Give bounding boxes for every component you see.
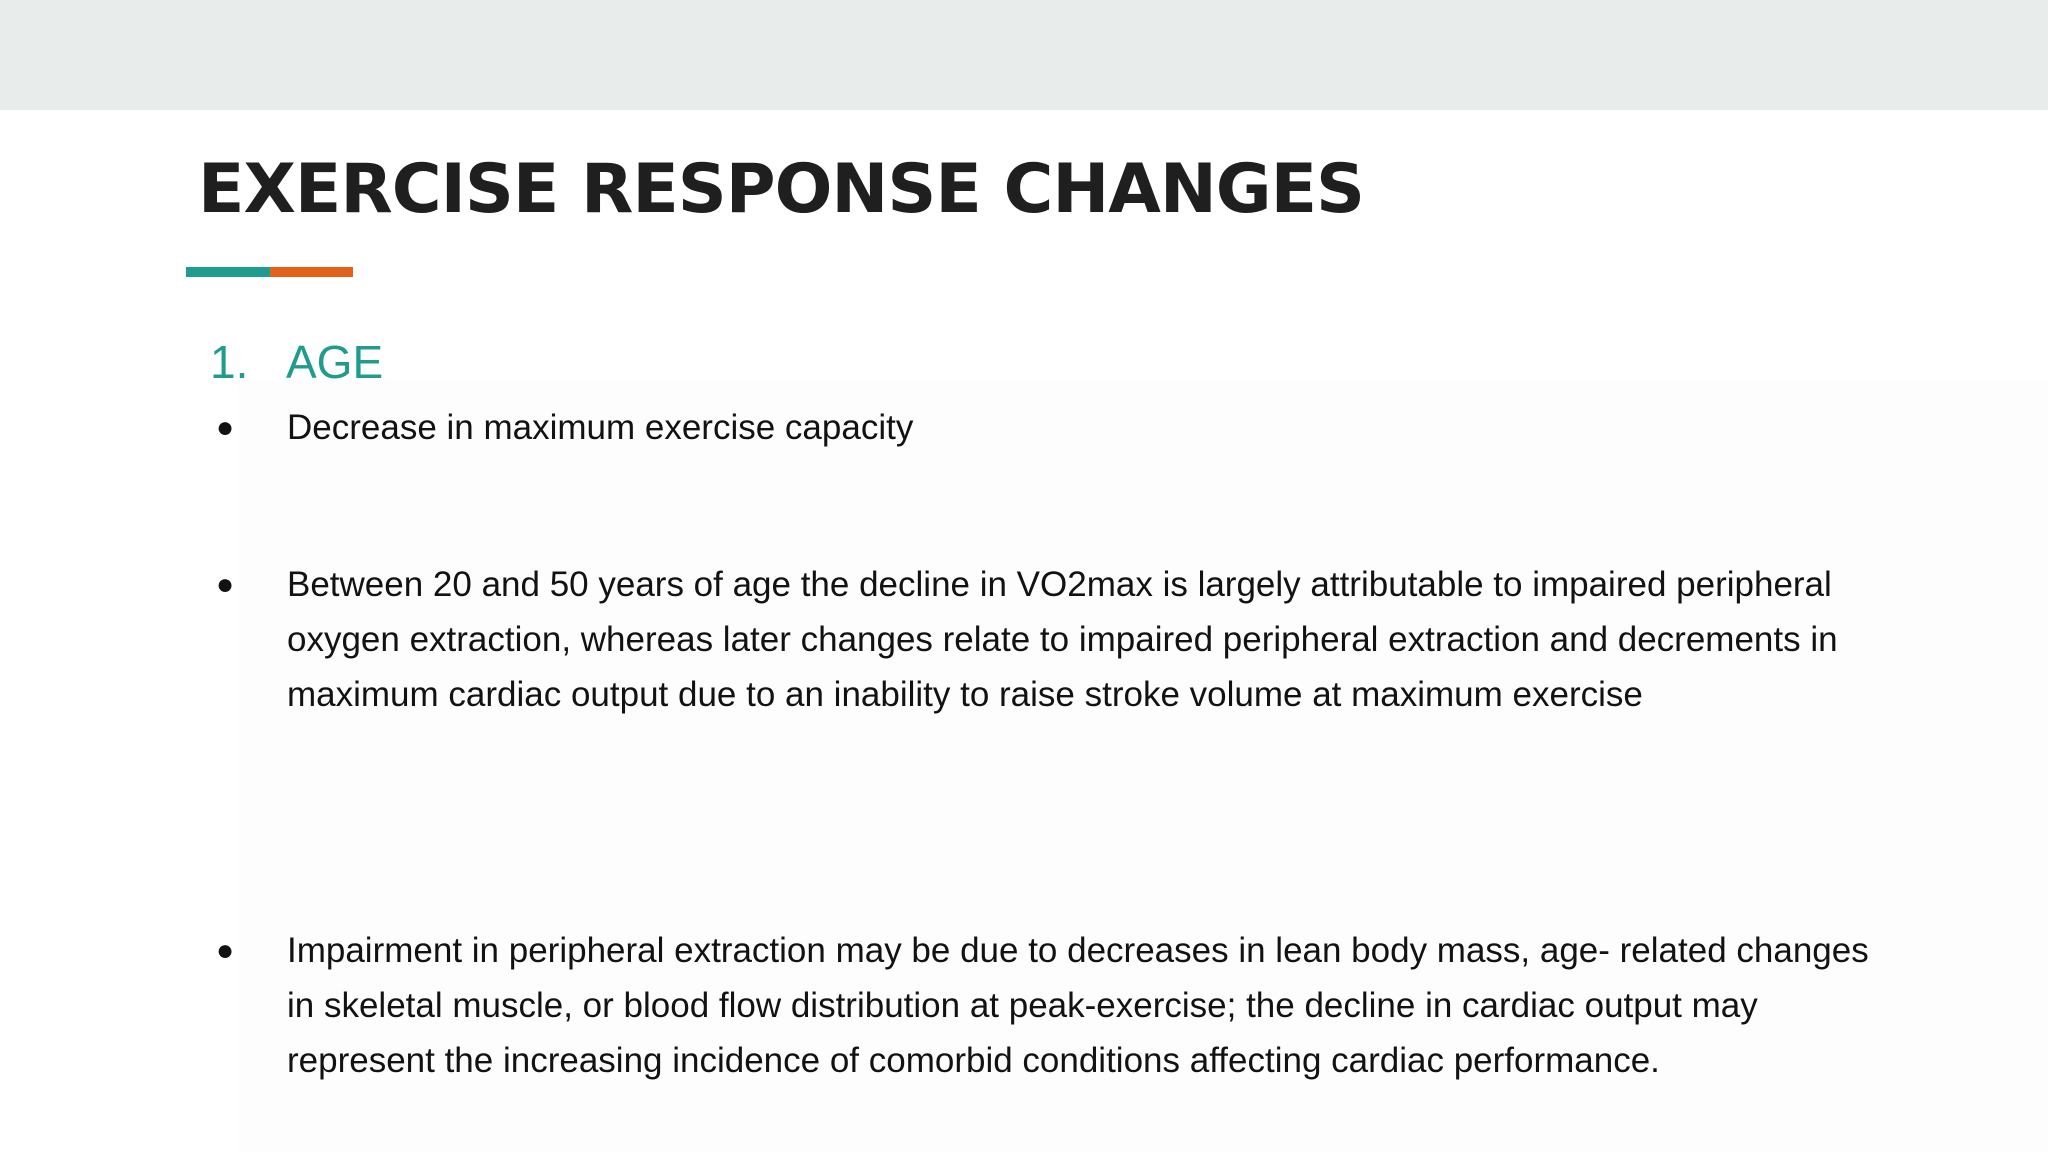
section-heading [210,335,383,389]
bullet-text: Between 20 and 50 years of age the decline in VO2max is largely attributable to impaired peripheral oxygen extraction, whereas later changes relate to impaired peripheral extraction and decrements in maximum cardiac output due to an inability to raise stroke volume at maximum exercise [287,565,1838,714]
bullet-text: Decrease in maximum exercise capacity [287,408,914,447]
bullet-marker: ● [216,568,235,601]
accent-bar-orange [270,267,353,277]
section-label: AGE [286,336,384,388]
bullet-item [216,557,1876,722]
header-band [0,0,2048,110]
bullet-marker: ● [216,411,235,444]
bullet-item [216,400,1876,455]
bullet-text: Impairment in peripheral extraction may be due to decreases in lean body mass, age- related changes in skeletal muscle, or blood flow distribution at peak-exercise; the decline in cardiac output may represent the increasing incidence of comorbid conditions affecting cardiac performance. [287,931,1869,1080]
slide-title: EXERCISE RESPONSE CHANGES [198,150,1365,229]
bullet-item [216,923,1876,1088]
bullet-marker: ● [216,934,235,967]
section-number: 1. [210,336,249,388]
title-accent-bar [186,267,353,277]
accent-bar-teal [186,267,270,277]
